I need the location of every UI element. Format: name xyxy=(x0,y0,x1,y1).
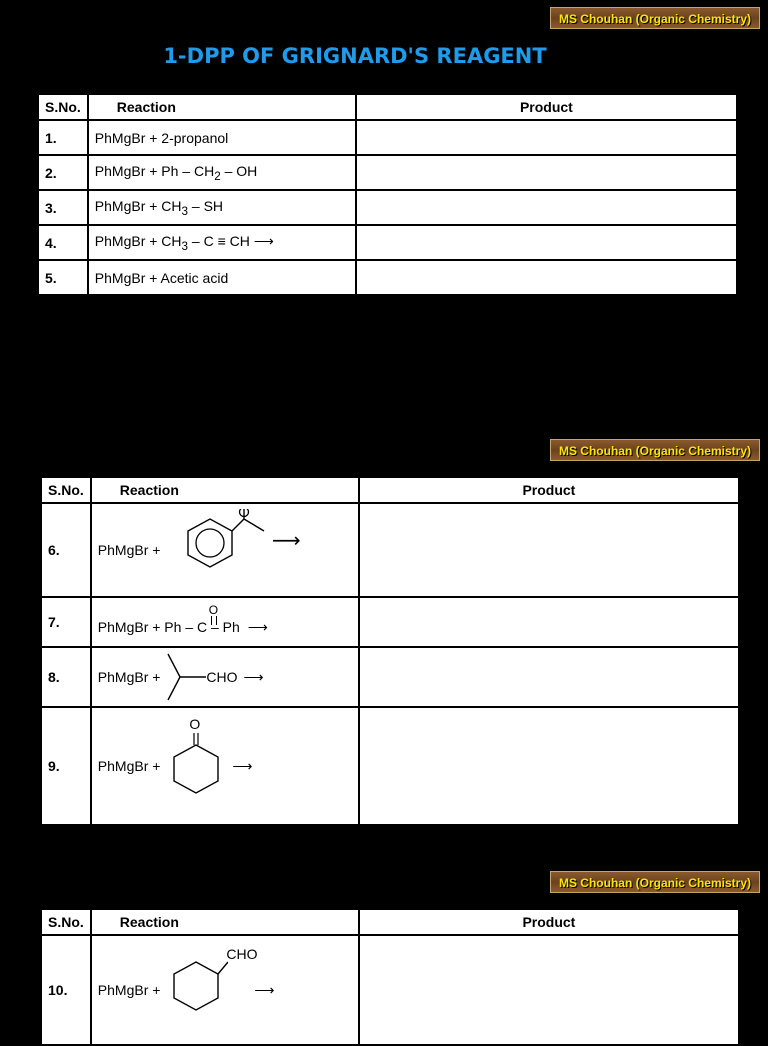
product-cell[interactable] xyxy=(359,597,739,647)
reaction-text: PhMgBr + xyxy=(97,542,161,558)
row-reaction: PhMgBr + 2-propanol xyxy=(88,120,356,155)
table-row xyxy=(41,647,739,707)
row-sno: 3. xyxy=(38,190,88,225)
subscript: 2 xyxy=(214,169,221,183)
product-cell[interactable] xyxy=(359,503,739,597)
table-row xyxy=(41,707,739,825)
header-reaction: Reaction xyxy=(88,94,356,120)
row-reaction xyxy=(88,155,356,190)
page-title: 1-DPP OF GRIGNARD'S REAGENT xyxy=(163,44,547,68)
row-reaction xyxy=(91,935,359,1045)
row-sno: 1. xyxy=(38,120,88,155)
header-reaction: Reaction xyxy=(91,909,359,935)
reaction-text: – SH xyxy=(188,197,224,214)
row-reaction xyxy=(88,190,356,225)
reaction-text: PhMgBr + Ph – C – Ph xyxy=(97,618,240,635)
product-cell[interactable] xyxy=(356,225,737,260)
reaction-table-2 xyxy=(40,476,740,826)
reaction-table-3 xyxy=(40,908,740,1046)
header-product: Product xyxy=(359,477,739,503)
carbonyl-oxygen: O xyxy=(208,602,219,617)
header-product: Product xyxy=(356,94,737,120)
table-row xyxy=(38,260,737,295)
row-sno: 9. xyxy=(41,707,91,825)
header-sno: S.No. xyxy=(41,909,91,935)
row-reaction xyxy=(91,597,359,647)
subscript: 3 xyxy=(181,204,189,218)
row-sno: 4. xyxy=(38,225,88,260)
row-sno: 10. xyxy=(41,935,91,1045)
table-row xyxy=(41,597,739,647)
row-sno: 2. xyxy=(38,155,88,190)
table-row xyxy=(41,503,739,597)
reaction-text: PhMgBr + Ph – CH xyxy=(94,162,215,179)
product-cell[interactable] xyxy=(356,190,737,225)
row-reaction xyxy=(91,707,359,825)
reaction-arrow: ⟶ xyxy=(247,618,268,635)
reaction-table-1 xyxy=(37,93,738,296)
reaction-text: – OH xyxy=(220,162,258,179)
table-row xyxy=(38,225,737,260)
header-sno: S.No. xyxy=(41,477,91,503)
reaction-text: – C ≡ CH ⟶ xyxy=(188,232,274,249)
author-badge: MS Chouhan (Organic Chemistry) xyxy=(550,871,760,893)
table-header-row xyxy=(41,477,739,503)
row-sno: 7. xyxy=(41,597,91,647)
row-sno: 5. xyxy=(38,260,88,295)
aldehyde-group: CHO xyxy=(206,669,238,685)
table-row xyxy=(38,120,737,155)
row-reaction xyxy=(91,503,359,597)
product-cell[interactable] xyxy=(359,647,739,707)
carbonyl-oxygen: O xyxy=(189,716,201,732)
row-reaction xyxy=(91,647,359,707)
cyclohexanone-structure xyxy=(166,718,226,814)
product-cell[interactable] xyxy=(356,260,737,295)
product-cell[interactable] xyxy=(359,935,739,1045)
reaction-arrow: ⟶ xyxy=(243,668,264,685)
row-sno: 8. xyxy=(41,647,91,707)
row-reaction: PhMgBr + Acetic acid xyxy=(88,260,356,295)
author-badge: MS Chouhan (Organic Chemistry) xyxy=(550,439,760,461)
header-reaction: Reaction xyxy=(91,477,359,503)
table-header-row xyxy=(41,909,739,935)
reaction-arrow: ⟶ xyxy=(232,757,253,774)
reaction-text: PhMgBr + CH xyxy=(94,232,182,249)
reaction-text: PhMgBr + xyxy=(97,758,161,774)
table-header-row xyxy=(38,94,737,120)
product-cell[interactable] xyxy=(359,707,739,825)
reaction-arrow: ⟶ xyxy=(272,528,302,552)
acetophenone-structure xyxy=(166,509,306,591)
product-cell[interactable] xyxy=(356,120,737,155)
header-sno: S.No. xyxy=(38,94,88,120)
reaction-text: PhMgBr + xyxy=(97,982,161,998)
row-reaction xyxy=(88,225,356,260)
table-row xyxy=(41,935,739,1045)
product-cell[interactable] xyxy=(356,155,737,190)
reaction-text: PhMgBr + xyxy=(97,669,161,685)
table-row xyxy=(38,155,737,190)
author-badge: MS Chouhan (Organic Chemistry) xyxy=(550,7,760,29)
reaction-text: PhMgBr + CH xyxy=(94,197,182,214)
aldehyde-group: CHO xyxy=(226,946,258,962)
header-product: Product xyxy=(359,909,739,935)
row-sno: 6. xyxy=(41,503,91,597)
table-row xyxy=(38,190,737,225)
isopropyl-structure xyxy=(166,652,206,702)
double-bond xyxy=(211,616,217,625)
subscript: 3 xyxy=(181,239,189,253)
reaction-arrow: ⟶ xyxy=(254,981,275,998)
